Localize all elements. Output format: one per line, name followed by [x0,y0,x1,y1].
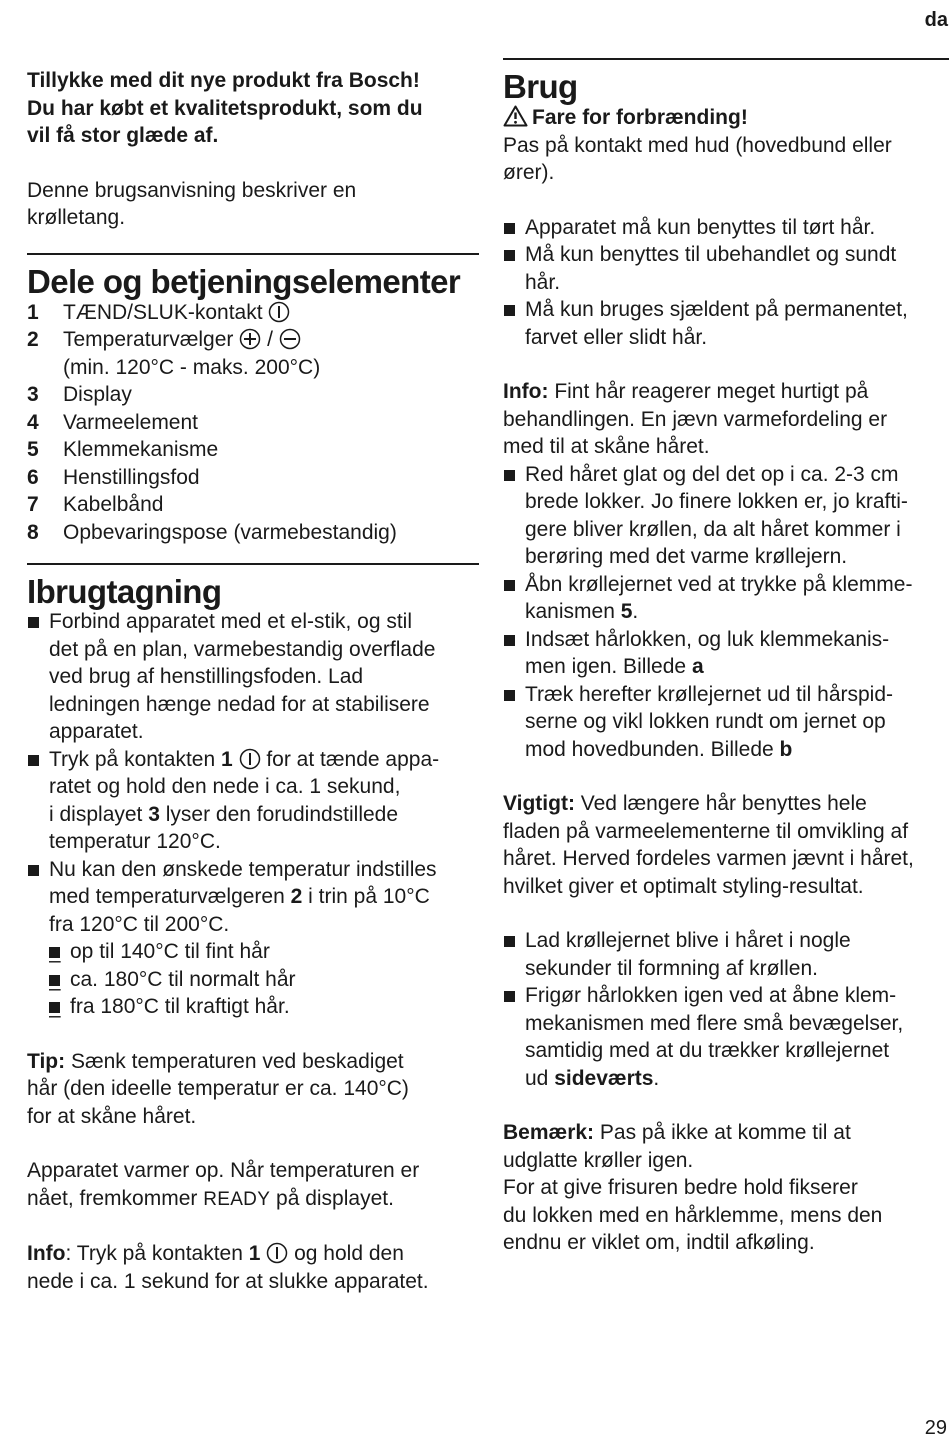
use-list [503,214,949,352]
parts-list [27,299,479,547]
left-column [27,0,479,1295]
power-icon [268,301,290,323]
list-item: Forbind apparatet med et el-stik, og stil det på en plan, varmebestandig overflade ved brug af henstillingsfoden. Lad ledningen hænge nedad for at stabilisere apparatet. [27,608,479,746]
language-code: da [924,9,948,31]
right-column [503,0,949,1257]
list-item: – ca. 180°C til normalt hår [49,966,479,994]
intro-text: Denne brugsanvisning beskriver en krølletang. [27,178,357,229]
finish-list [503,927,949,1092]
minus-icon [279,328,301,350]
tip-paragraph: Tip: Sænk temperaturen ved beskadiget hår (den ideelle temperatur er ca. 140°C) for at skåne håret. [27,1049,409,1128]
list-item: Træk herefter krøllejernet ud til hårspid- serne og vikl lokken rundt om jernet op mod hovedbunden. Billede b [503,681,949,764]
list-item: Må kun benyttes til ubehandlet og sundt hår. [503,241,949,296]
temperature-list [49,938,479,1021]
heat-paragraph: Apparatet varmer op. Når temperaturen er nået, fremkommer READY på displayet. [27,1159,420,1210]
list-item: Frigør hårlokken igen ved at åbne klem- mekanismen med flere små bevægelser, samtidig med at du trækker krøllejernet ud sideværts. [503,982,949,1092]
info-paragraph: Info: Fint hår reagerer meget hurtigt på behandlingen. En jævn varmefordeling er med til at skåne håret. [503,380,888,458]
list-item: Tryk på kontakten 1 for at tænde appa- ratet og hold den nede i ca. 1 sekund, i displayet 3 lyser den forudindstillede temperatur 120°C. [27,746,479,856]
important-paragraph: Vigtigt: Ved længere hår benyttes hele fladen på varmeelementerne til omvikling af håret. Herved fordeles varmen jævnt i håret, hvilket giver et optimalt styling-resultat. [503,792,914,898]
part-item: 4 Varmeelement [27,410,199,434]
part-item: 3 Display [27,383,132,406]
steps-list [503,461,949,764]
list-item: Må kun bruges sjældent på permanentet, farvet eller slidt hår. [503,296,949,351]
power-icon [266,1242,288,1264]
use-heading: Brug [503,58,949,107]
part-item: 5 Klemmekanisme [27,438,219,461]
info-off-paragraph: Info: Tryk på kontakten 1 og hold den nede i ca. 1 sekund for at slukke apparatet. [27,1242,429,1293]
part-item: 1 TÆND/SLUK-kontakt [27,299,479,327]
list-item: Indsæt hårlokken, og luk klemmekanis- men igen. Billede a [503,626,949,681]
part-item: 6 Henstillingsfod [27,465,200,489]
part-item: 8 Opbevaringspose (varmebestandig) [27,520,397,544]
setup-heading: Ibrugtagning [27,563,479,612]
parts-heading: Dele og betjeningselementer [27,253,479,302]
list-item: Apparatet må kun benyttes til tørt hår. [503,214,949,242]
list-item: – fra 180°C til kraftigt hår. [49,993,479,1021]
list-item: Nu kan den ønskede temperatur indstilles med temperaturvælgeren 2 i trin på 10°C fra 120°C til 200°C. – op til 140°C til fint hår – ca. 180°C til normalt hår – fra 180°C til kraftigt hår. [27,856,479,1021]
list-item: Lad krøllejernet blive i håret i nogle sekunder til formning af krøllen. [503,927,949,982]
list-item: Red håret glat og del det op i ca. 2-3 cm brede lokker. Jo finere lokken er, jo krafti- gere bliver krøllen, da alt håret kommer i berøring med det varme krøllejern. [503,461,949,571]
part-item: 7 Kabelbånd [27,493,164,516]
warning-icon [503,105,528,127]
power-icon [239,748,261,770]
intro-bold: Tillykke med dit nye produkt fra Bosch! Du har købt et kvalitetsprodukt, som du vil få stor glæde af. [27,69,423,147]
note-paragraph: Bemærk: Pas på ikke at komme til at udglatte krøller igen. For at give frisuren bedre hold fikserer du lokken med en hårklemme, mens den endnu er viklet om, indtil afkøling. [503,1121,883,1254]
warning-title: Fare for forbrænding! [503,104,949,132]
list-item: – op til 140°C til fint hår [49,938,479,966]
page-number: 29 [924,1417,947,1439]
plus-icon [239,328,261,350]
part-item: 2 Temperaturvælger / (min. 120°C - maks. 200°C) [27,328,321,379]
setup-list [27,608,479,1021]
ready-display-text: READY [203,1188,271,1210]
list-item: Åbn krøllejernet ved at trykke på klemme- kanismen 5. [503,571,949,626]
warning-text: Pas på kontakt med hud (hovedbund eller ører). [503,133,892,184]
